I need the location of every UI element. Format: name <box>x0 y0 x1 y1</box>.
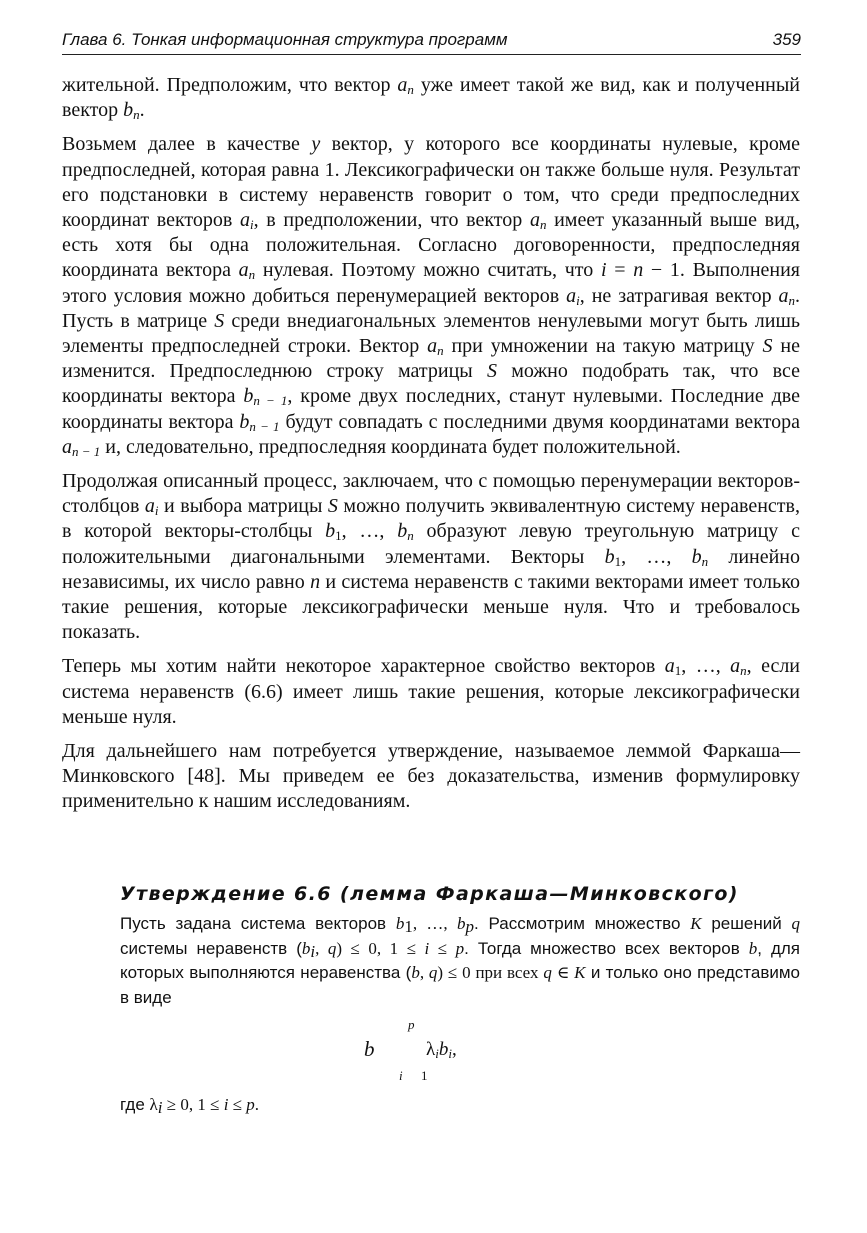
text-run: Возьмем далее в качестве <box>62 133 312 156</box>
math-sub: n − 1 <box>253 393 288 409</box>
text-run: . Пусть в матрице <box>62 284 801 332</box>
math-sub: i <box>154 503 159 519</box>
text-run: среди внедиагональных элементов ненулевыми могут быть лишь элементы предпоследней строки. Вектор <box>62 309 800 358</box>
text-run: уже имеет такой же вид, как и полученный вектор <box>62 74 801 122</box>
math-var: a <box>427 335 438 358</box>
math-sub: n <box>407 528 414 544</box>
text-run: и система неравенств с такими векторами имеет только такие решения, которые лексикографически меньше нуля. Что и требовалось показать. <box>62 570 800 644</box>
statement-text <box>120 912 800 1011</box>
text-run: ≥ 0, 1 ≤ <box>162 1095 224 1114</box>
math-var: a <box>529 209 540 232</box>
math-var: a <box>62 435 72 458</box>
math-sub: n <box>701 553 709 569</box>
text-run: и выбора матрицы <box>158 495 328 518</box>
math-var: q <box>327 938 337 958</box>
math-var: a <box>240 209 250 232</box>
math-var: S <box>762 335 773 358</box>
text-run: . Тогда множество всех векторов <box>464 938 749 958</box>
math-var: b <box>411 963 420 983</box>
text-run: где <box>120 1095 150 1114</box>
page-number: 359 <box>772 30 801 49</box>
math-var: S <box>214 309 225 332</box>
text-run: и, следовательно, предпоследняя координата будет положительной. <box>100 435 681 458</box>
math-var: b <box>243 385 254 408</box>
math-sub: p <box>465 917 474 936</box>
text-run: ∈ <box>551 963 575 983</box>
math-var: n <box>633 259 644 282</box>
math-var: K <box>574 963 586 983</box>
math-var: q <box>428 963 438 983</box>
math-var: b <box>395 914 405 933</box>
text-run: ≤ <box>228 1095 247 1114</box>
math-sub: 1 <box>404 917 413 936</box>
math-var: p <box>455 938 465 958</box>
lambda-symbol: λ <box>426 1039 436 1060</box>
text-run: , <box>419 963 429 983</box>
math-var: a <box>397 74 408 96</box>
sum-upper-limit: p <box>408 1017 415 1032</box>
text-run: , …, <box>681 655 731 678</box>
text-run: , …, <box>341 520 398 543</box>
math-sub: i <box>448 1046 452 1061</box>
math-sub: n <box>248 267 256 283</box>
math-var: b <box>397 520 408 543</box>
lambda-symbol: λ <box>149 1095 158 1114</box>
math-var: a <box>778 284 789 307</box>
math-sub: n − 1 <box>249 418 280 434</box>
text-run: , в предположении, что вектор <box>253 209 530 232</box>
text-run: , …, <box>412 914 457 933</box>
text-run: имеет указанный выше вид, есть хотя бы одна положительная. Согласно договоренности, предпоследняя координата вектора <box>62 209 800 282</box>
sum-term <box>426 1039 457 1061</box>
text-run: , <box>315 938 328 958</box>
paragraph-5: Для дальнейшего нам потребуется утверждение, называемое леммой Фаркаша—Минковского [48]. Мы приведем ее без доказательства, изменив формулировку применительно к нашим исследованиям. <box>62 740 800 813</box>
math-var: K <box>690 914 702 933</box>
math-sub: n <box>788 292 796 308</box>
paragraph-2 <box>62 132 800 460</box>
text-run: ≤ <box>429 938 456 958</box>
math-var: b <box>691 545 702 568</box>
text-run: и только оно представимо в виде <box>120 963 800 1008</box>
math-var: b <box>325 520 336 543</box>
text-run: . <box>254 1095 260 1114</box>
math-sub: 1 <box>614 553 622 569</box>
text-run: . Рассмотрим множество <box>473 914 691 933</box>
text-run: не изменится. Предпоследнюю строку матрицы <box>62 335 800 383</box>
text-run: = <box>606 259 634 282</box>
text-run: . <box>139 99 145 122</box>
paragraph-3 <box>62 469 800 645</box>
formula-lhs: b <box>364 1037 375 1061</box>
text-run: жительной. Предположим, что вектор <box>62 74 398 96</box>
text-run: будут совпадать с последними двумя координатами вектора <box>279 410 800 433</box>
running-header <box>62 26 801 55</box>
sum-lower-index: i <box>399 1068 403 1083</box>
math-var: S <box>486 360 497 383</box>
math-var: b <box>604 545 615 568</box>
text-run: , если система неравенств (6.6) имеет лишь такие решения, которые лексикографически меньше нуля. <box>62 655 801 728</box>
text-run: нулевая. Поэтому можно считать, что <box>255 259 601 282</box>
math-sub: n <box>133 107 140 123</box>
paragraph-4 <box>62 654 800 730</box>
text-run: − 1. Выполнения этого условия можно добиться перенумерацией векторов <box>62 259 800 307</box>
text-run: , не затрагивая вектор <box>579 284 779 307</box>
math-var: i <box>424 938 430 958</box>
text-run: Продолжая описанный процесс, заключаем, что с помощью перенумерации векторов-столбцов <box>62 470 800 518</box>
math-var: a <box>730 655 741 678</box>
math-sub: i <box>576 292 580 308</box>
paragraph-1 <box>62 73 800 123</box>
math-var: a <box>566 284 577 307</box>
text-run: Пусть задана система векторов <box>120 914 396 933</box>
math-var: a <box>238 259 249 282</box>
text-run: , для которых выполняются неравенства ( <box>120 938 801 983</box>
chapter-title: Глава 6. Тонкая информационная структура программ <box>62 30 508 49</box>
formula-comma: , <box>451 1039 457 1060</box>
math-sub: i <box>250 217 254 233</box>
text-run: , …, <box>621 545 692 568</box>
math-var: b <box>123 99 134 122</box>
math-var: b <box>301 938 311 958</box>
math-sub: i <box>310 941 316 961</box>
math-var: n <box>310 570 321 593</box>
text-run: вектор, у которого все координаты нулевые, кроме предпоследней, которая равна 1. Лексикографически он также больше нуля. Результат его подстановки в систему неравенств говорит о том, что среди предпоследних координат векторов <box>62 133 800 232</box>
math-sub: 1 <box>674 663 682 679</box>
text-run: решений <box>701 914 792 933</box>
math-sub: n <box>437 343 444 359</box>
math-var: b <box>748 938 758 958</box>
text-run: Теперь мы хотим найти некоторое характерное свойство векторов <box>62 655 665 678</box>
sum-lower-value: 1 <box>421 1068 428 1083</box>
text-run: можно получить эквивалентную систему неравенств, в которой векторы-столбцы <box>62 495 800 543</box>
math-var: a <box>144 495 155 518</box>
math-var: b <box>239 410 250 433</box>
math-sub: 1 <box>335 528 342 544</box>
math-var: b <box>456 914 466 933</box>
text-run: можно подобрать так, что все координаты вектора <box>62 360 800 408</box>
math-var: p <box>246 1095 255 1114</box>
math-sub: i <box>435 1046 439 1061</box>
math-sub: n − 1 <box>72 443 101 459</box>
statement-heading: Утверждение 6.6 (лемма Фаркаша—Минковского) <box>120 883 739 905</box>
where-condition <box>120 1093 259 1117</box>
text-run: линейно независимы, их число равно <box>62 545 801 593</box>
statement-paragraph <box>120 912 800 1011</box>
math-var: i <box>600 259 607 282</box>
main-text <box>62 73 800 824</box>
math-var: b <box>438 1039 449 1060</box>
math-var: y <box>311 133 321 156</box>
math-sub: n <box>740 663 747 679</box>
text-run: при умножении на такую матрицу <box>443 335 763 358</box>
text-run: , кроме двух последних, станут нулевыми. Последние две координаты вектора <box>62 385 800 433</box>
math-var: q <box>791 914 801 933</box>
text-run: ) ≤ 0 при всех <box>437 963 544 983</box>
math-sub: n <box>407 82 414 97</box>
math-var: i <box>223 1095 229 1114</box>
math-var: a <box>664 655 675 678</box>
math-var: q <box>543 963 552 983</box>
text-run: системы неравенств ( <box>120 938 302 958</box>
math-sub: i <box>157 1098 163 1117</box>
text-run: образуют левую треугольную матрицу с положительными диагональными элементами. Векторы <box>62 520 800 568</box>
text-run: ) ≤ 0, 1 ≤ <box>336 938 425 958</box>
sum-formula <box>360 1015 500 1090</box>
math-var: S <box>327 495 338 518</box>
math-sub: n <box>539 217 547 233</box>
